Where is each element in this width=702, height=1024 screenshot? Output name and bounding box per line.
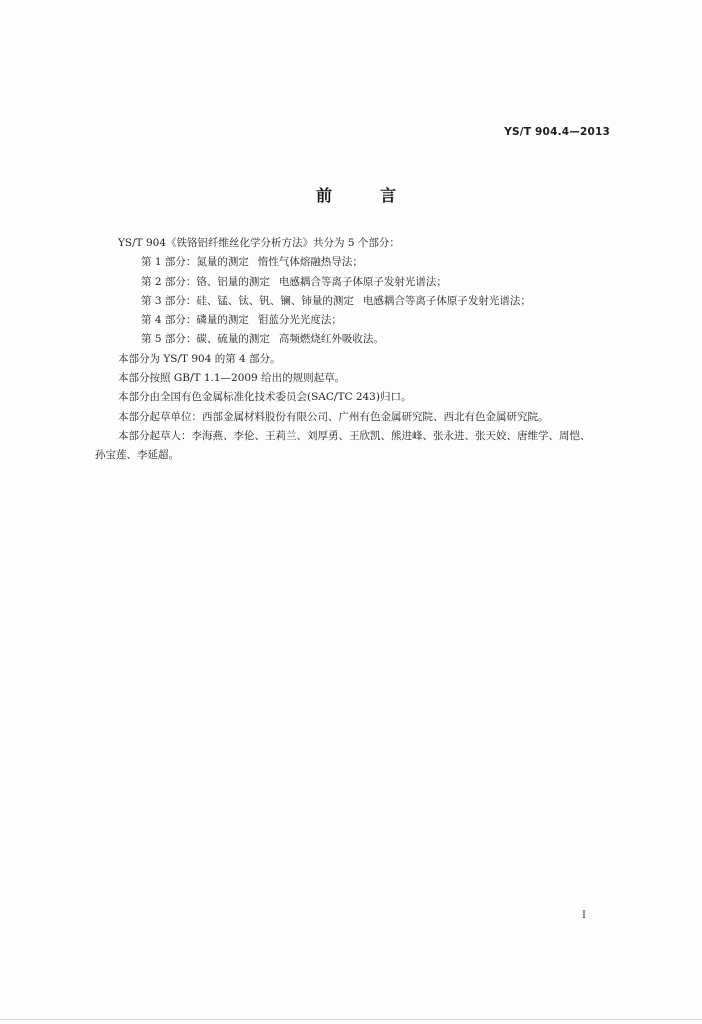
part-label: 第 3 部分：硅、锰、钛、钒、镧、铈量的测定	[141, 294, 354, 307]
title-char-2: 言	[379, 186, 396, 205]
page-title	[316, 183, 396, 206]
part-method: 电感耦合等离子体原子发射光谱法；	[278, 275, 447, 288]
part-method: 高频燃烧红外吸收法。	[278, 333, 384, 346]
foreword-body	[95, 234, 615, 466]
part-item-1	[95, 253, 615, 272]
part-label: 第 4 部分：磷量的测定	[141, 314, 249, 327]
scan-edge-divider	[0, 1019, 702, 1020]
part-method: 惰性气体熔融热导法；	[257, 256, 363, 269]
this-part-paragraph: 本部分为 YS/T 904 的第 4 部分。	[118, 352, 281, 365]
drafting-units-paragraph: 本部分起草单位：西部金属材料股份有限公司、广州有色金属研究院、西北有色金属研究院。	[118, 410, 549, 423]
page-number: I	[582, 910, 586, 921]
centralized-by-paragraph: 本部分由全国有色金属标准化技术委员会(SAC/TC 243)归口。	[118, 391, 412, 404]
drafters-paragraph-line2: 孙宝莲、李延超。	[95, 449, 179, 462]
drafting-rule-paragraph: 本部分按照 GB/T 1.1—2009 给出的规则起草。	[118, 372, 346, 385]
intro-paragraph: YS/T 904《铁铬铝纤维丝化学分析方法》共分为 5 个部分：	[118, 237, 400, 249]
part-method: 电感耦合等离子体原子发射光谱法；	[362, 294, 531, 307]
part-label: 第 5 部分：碳、硫量的测定	[141, 333, 270, 346]
drafters-paragraph-line1: 本部分起草人：李海燕、李伦、王莉兰、刘厚勇、王欣凯、熊进峰、张永进、张天姣、唐维学、周恺、	[118, 429, 591, 442]
part-label: 第 1 部分：氮量的测定	[141, 256, 249, 269]
part-label: 第 2 部分：铬、铝量的测定	[141, 275, 270, 288]
standard-number: YS/T 904.4—2013	[504, 126, 610, 138]
part-method: 钼蓝分光光度法；	[257, 314, 342, 327]
part-item-4	[95, 311, 615, 330]
part-item-5	[95, 330, 615, 349]
title-char-1: 前	[316, 186, 333, 205]
part-item-3	[95, 292, 615, 311]
part-item-2	[95, 273, 615, 292]
